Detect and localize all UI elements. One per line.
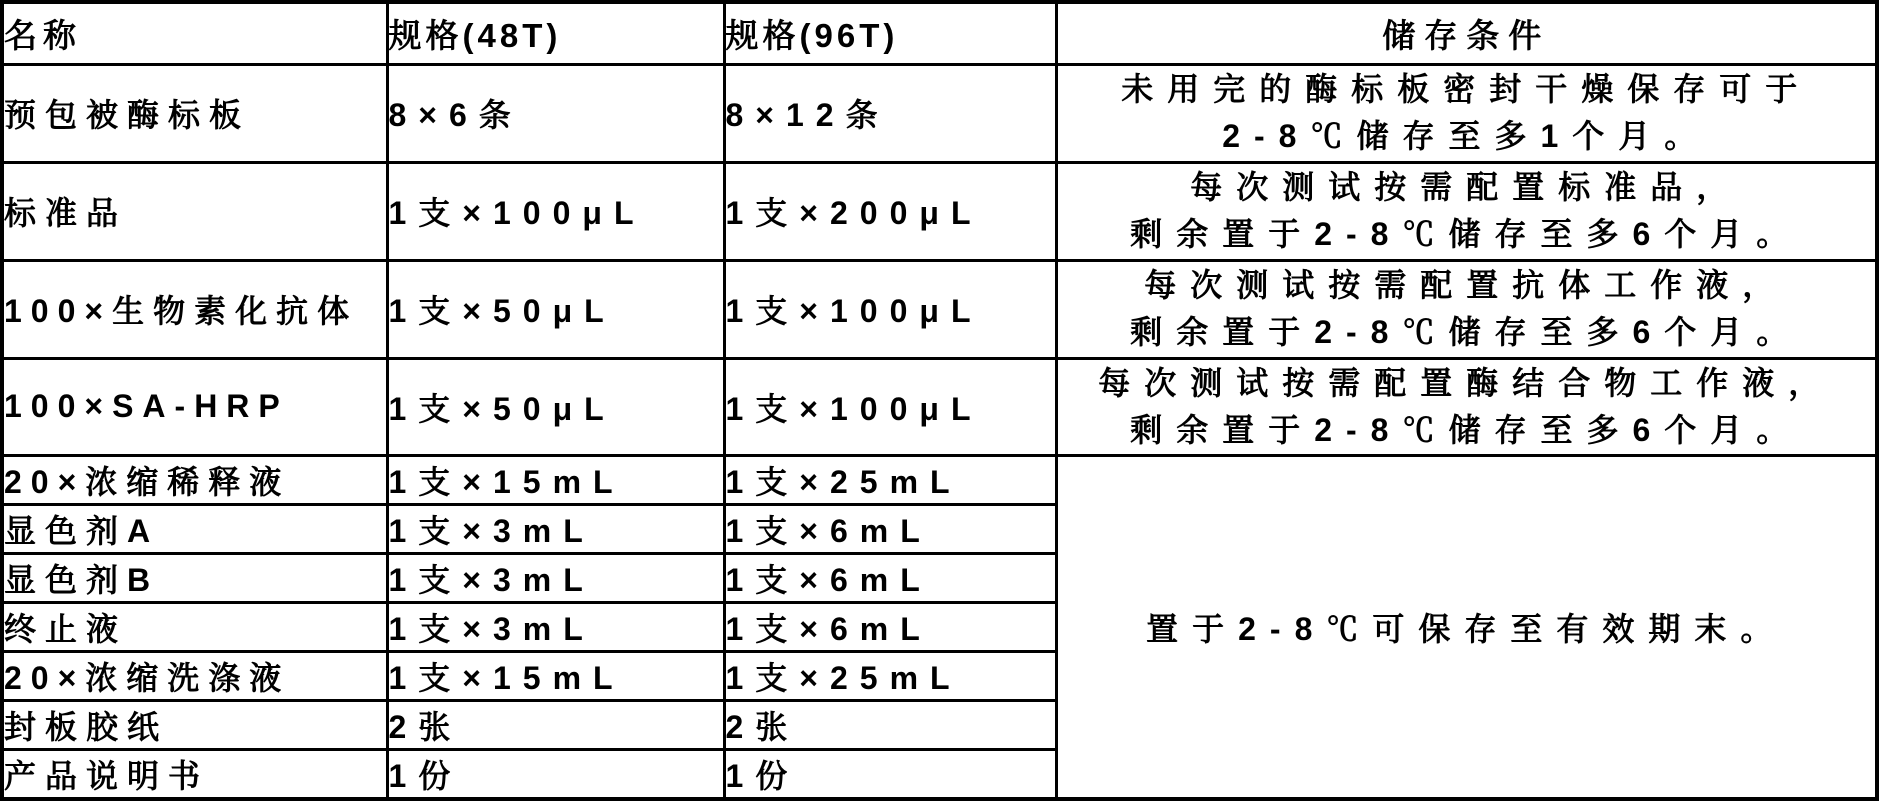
component-name-cell: 20×浓缩稀释液 xyxy=(2,455,387,504)
storage-condition-cell xyxy=(1056,260,1877,358)
storage-line-2: 剩余置于2-8℃储存至多6个月。 xyxy=(1130,216,1803,252)
table-row xyxy=(2,455,1877,504)
storage-line-2: 2-8℃储存至多1个月。 xyxy=(1222,118,1711,154)
component-name-cell: 100×生物素化抗体 xyxy=(2,260,387,358)
storage-condition-cell xyxy=(1056,64,1877,162)
component-name-cell: 显色剂B xyxy=(2,553,387,602)
table-row xyxy=(2,162,1877,260)
spec-48t-cell: 2张 xyxy=(387,700,724,749)
table-row xyxy=(2,358,1877,455)
component-name-cell: 20×浓缩洗涤液 xyxy=(2,651,387,700)
table-row xyxy=(2,64,1877,162)
storage-condition-cell xyxy=(1056,358,1877,455)
table-row xyxy=(2,260,1877,358)
spec-96t-cell: 8×12条 xyxy=(724,64,1056,162)
header-name-cell: 名称 xyxy=(2,2,387,64)
spec-48t-cell: 1支×100μL xyxy=(387,162,724,260)
spec-48t-cell: 1支×15mL xyxy=(387,455,724,504)
storage-line-2: 剩余置于2-8℃储存至多6个月。 xyxy=(1130,411,1803,448)
spec-96t-cell: 1支×6mL xyxy=(724,602,1056,651)
header-spec96-cell: 规格(96T) xyxy=(724,2,1056,64)
spec-96t-cell: 1支×200μL xyxy=(724,162,1056,260)
storage-line-1: 每次测试按需配置标准品， xyxy=(1190,169,1743,205)
spec-48t-cell: 1支×3mL xyxy=(387,553,724,602)
storage-line-2: 剩余置于2-8℃储存至多6个月。 xyxy=(1130,314,1803,350)
header-storage-cell: 储存条件 xyxy=(1056,2,1877,64)
spec-48t-cell: 1支×15mL xyxy=(387,651,724,700)
spec-48t-cell: 1支×50μL xyxy=(387,260,724,358)
component-name-cell: 封板胶纸 xyxy=(2,700,387,749)
spec-96t-cell: 1支×25mL xyxy=(724,651,1056,700)
header-row xyxy=(2,2,1877,64)
storage-line-1: 每次测试按需配置抗体工作液， xyxy=(1144,267,1789,303)
header-spec48-cell: 规格(48T) xyxy=(387,2,724,64)
spec-96t-cell: 1份 xyxy=(724,749,1056,799)
merged-storage-cell: 置于2-8℃可保存至有效期末。 xyxy=(1056,455,1877,799)
component-name-cell: 预包被酶标板 xyxy=(2,64,387,162)
spec-96t-cell: 1支×100μL xyxy=(724,260,1056,358)
spec-96t-cell: 1支×6mL xyxy=(724,553,1056,602)
spec-96t-cell: 1支×6mL xyxy=(724,504,1056,553)
component-name-cell: 标准品 xyxy=(2,162,387,260)
storage-line-1: 每次测试按需配置酶结合物工作液， xyxy=(1098,364,1835,401)
component-name-cell: 终止液 xyxy=(2,602,387,651)
spec-48t-cell: 1支×50μL xyxy=(387,358,724,455)
spec-48t-cell: 1份 xyxy=(387,749,724,799)
spec-96t-cell: 2张 xyxy=(724,700,1056,749)
storage-line-1: 未用完的酶标板密封干燥保存可于 xyxy=(1121,71,1812,107)
spec-48t-cell: 1支×3mL xyxy=(387,504,724,553)
spec-48t-cell: 1支×3mL xyxy=(387,602,724,651)
storage-condition-cell xyxy=(1056,162,1877,260)
component-name-cell: 产品说明书 xyxy=(2,749,387,799)
spec-48t-cell: 8×6条 xyxy=(387,64,724,162)
spec-96t-cell: 1支×100μL xyxy=(724,358,1056,455)
component-name-cell: 显色剂A xyxy=(2,504,387,553)
spec-96t-cell: 1支×25mL xyxy=(724,455,1056,504)
component-name-cell: 100×SA-HRP xyxy=(2,358,387,455)
